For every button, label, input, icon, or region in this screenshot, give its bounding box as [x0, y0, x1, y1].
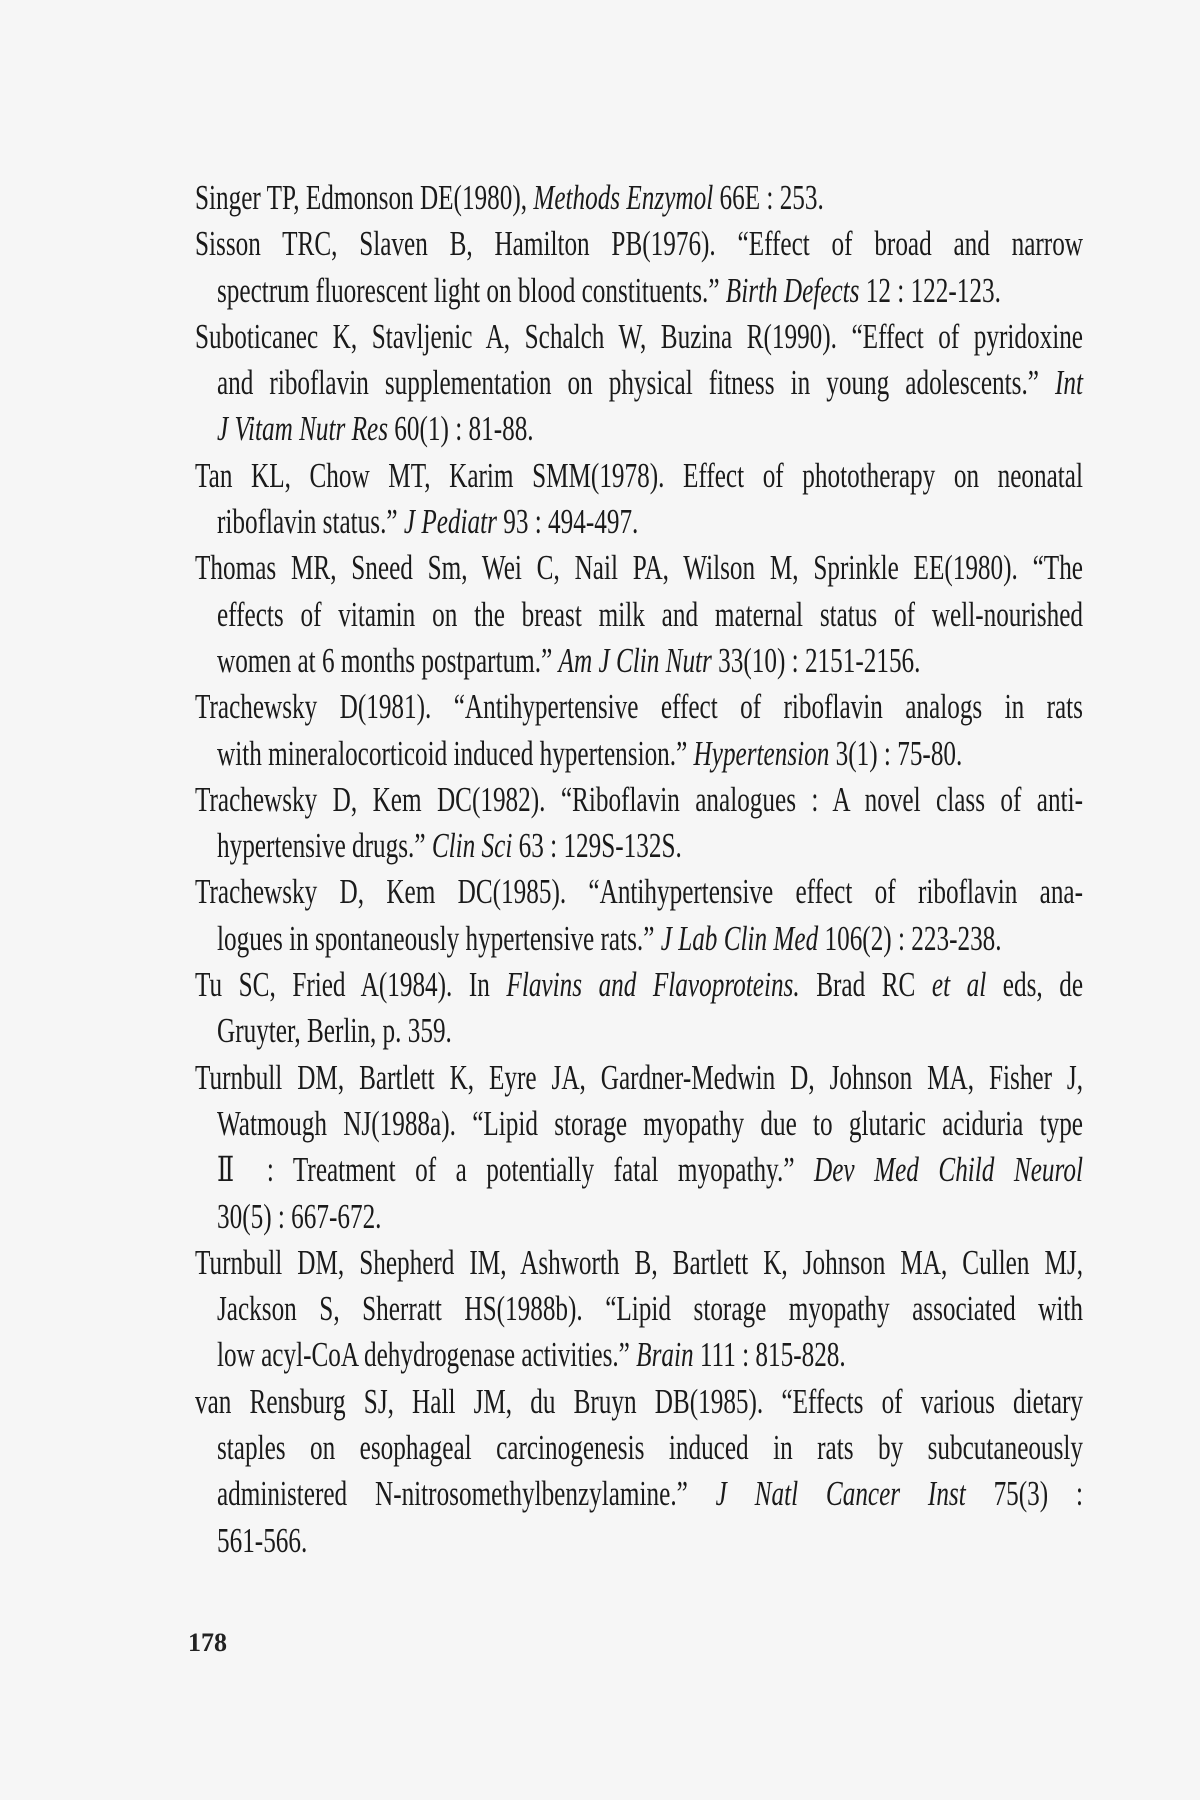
reference-text: women at 6 months postpartum.” — [217, 640, 559, 680]
reference-text: Trachewsky D(1981). “Antihypertensive effect of riboflavin analogs in rats — [195, 687, 1083, 727]
reference-line — [195, 545, 1083, 591]
reference-text: 60(1) : 81-88. — [388, 409, 534, 449]
reference-text: 561-566. — [217, 1520, 308, 1560]
reference-text: effects of vitamin on the breast milk and maternal status of well-nourished — [217, 594, 1083, 634]
reference-text: 33(10) : 2151-2156. — [711, 640, 921, 680]
reference-text: 106(2) : 223-238. — [818, 918, 1002, 958]
reference-entry — [195, 1379, 1083, 1564]
reference-line — [195, 406, 1083, 452]
reference-line — [195, 731, 1083, 777]
reference-line — [195, 1425, 1083, 1471]
reference-text: Tu SC, Fried A(1984). In — [195, 965, 507, 1005]
reference-text: Suboticanec K, Stavljenic A, Schalch W, Buzina R(1990). “Effect of pyridoxine — [195, 316, 1083, 356]
reference-text: 3(1) : 75-80. — [829, 733, 963, 773]
reference-line — [195, 1332, 1083, 1378]
reference-line — [195, 314, 1083, 360]
reference-text: logues in spontaneously hypertensive rats.” — [217, 918, 661, 958]
reference-line — [195, 1101, 1083, 1147]
reference-entry — [195, 221, 1083, 314]
reference-line — [195, 1194, 1083, 1240]
reference-entry — [195, 777, 1083, 870]
reference-text: Thomas MR, Sneed Sm, Wei C, Nail PA, Wilson M, Sprinkle EE(1980). “The — [195, 548, 1083, 588]
reference-line — [195, 1240, 1083, 1286]
reference-text: Turnbull DM, Bartlett K, Eyre JA, Gardner-Medwin D, Johnson MA, Fisher J, — [195, 1057, 1083, 1097]
reference-line — [195, 823, 1083, 869]
reference-line — [195, 916, 1083, 962]
reference-text: Trachewsky D, Kem DC(1982). “Riboflavin analogues : A novel class of anti- — [195, 779, 1083, 819]
reference-list — [195, 175, 1083, 1564]
reference-text: 63 : 129S-132S. — [512, 826, 682, 866]
reference-text: 12 : 122-123. — [859, 270, 1001, 310]
journal-title: Brain — [636, 1335, 694, 1375]
reference-text: Sisson TRC, Slaven B, Hamilton PB(1976). “Effect of broad and narrow — [195, 224, 1083, 264]
reference-text: staples on esophageal carcinogenesis induced in rats by subcutaneously — [217, 1428, 1083, 1468]
reference-entry — [195, 314, 1083, 453]
reference-text: and riboflavin supplementation on physical fitness in young adolescents.” — [217, 363, 1055, 403]
journal-title: J Natl Cancer Inst — [715, 1474, 966, 1514]
journal-title: Int — [1054, 363, 1083, 403]
journal-title: Methods Enzymol — [533, 178, 714, 217]
reference-line — [195, 638, 1083, 684]
reference-line — [195, 221, 1083, 267]
reference-text: hypertensive drugs.” — [217, 826, 432, 866]
journal-title: Birth Defects — [725, 270, 860, 310]
reference-line — [195, 1471, 1083, 1517]
reference-text: with mineralocorticoid induced hypertension.” — [217, 733, 694, 773]
reference-entry — [195, 1055, 1083, 1240]
reference-text: 93 : 494-497. — [496, 502, 639, 542]
reference-entry — [195, 1240, 1083, 1379]
reference-line — [195, 869, 1083, 915]
reference-line — [195, 684, 1083, 730]
reference-line — [195, 1008, 1083, 1054]
journal-title: Hypertension — [693, 733, 830, 773]
journal-title: J Pediatr — [403, 502, 497, 542]
reference-line — [195, 1286, 1083, 1332]
reference-entry — [195, 684, 1083, 777]
journal-title: Am J Clin Nutr — [558, 640, 712, 680]
reference-line — [195, 962, 1083, 1008]
reference-line — [195, 1518, 1083, 1564]
journal-title: Clin Sci — [431, 826, 513, 866]
reference-line — [195, 1379, 1083, 1425]
reference-text: Brad RC — [799, 965, 932, 1005]
reference-line — [195, 1147, 1083, 1193]
reference-entry — [195, 869, 1083, 962]
reference-text: Jackson S, Sherratt HS(1988b). “Lipid storage myopathy associated with — [217, 1289, 1083, 1329]
reference-line — [195, 592, 1083, 638]
reference-text: spectrum fluorescent light on blood constituents.” — [217, 270, 726, 310]
journal-title: Flavins and Flavoproteins. — [506, 965, 800, 1005]
reference-entry — [195, 545, 1083, 684]
reference-text: 30(5) : 667-672. — [217, 1196, 382, 1236]
reference-text: Ⅱ : Treatment of a potentially fatal myopathy.” — [217, 1150, 815, 1190]
journal-title: Dev Med Child Neurol — [814, 1150, 1083, 1190]
reference-text: Gruyter, Berlin, p. 359. — [217, 1011, 452, 1051]
reference-text: Singer TP, Edmonson DE(1980), — [195, 178, 534, 217]
reference-line — [195, 777, 1083, 823]
reference-entry — [195, 453, 1083, 546]
journal-title: J Vitam Nutr Res — [217, 409, 389, 449]
reference-line — [195, 360, 1083, 406]
reference-text: Turnbull DM, Shepherd IM, Ashworth B, Bartlett K, Johnson MA, Cullen MJ, — [195, 1242, 1083, 1282]
reference-text: 75(3) : — [965, 1474, 1083, 1514]
journal-title: et al — [931, 965, 987, 1005]
reference-line — [195, 453, 1083, 499]
reference-text: eds, de — [986, 965, 1084, 1005]
reference-text: riboflavin status.” — [217, 502, 404, 542]
page-number: 178 — [188, 1628, 227, 1657]
reference-entry — [195, 175, 1083, 221]
reference-line — [195, 268, 1083, 314]
reference-line — [195, 499, 1083, 545]
reference-line — [195, 175, 1083, 221]
reference-line — [195, 1055, 1083, 1101]
reference-text: low acyl-CoA dehydrogenase activities.” — [217, 1335, 637, 1375]
reference-text: administered N-nitrosomethylbenzylamine.” — [217, 1474, 716, 1514]
reference-entry — [195, 962, 1083, 1055]
reference-text: Tan KL, Chow MT, Karim SMM(1978). Effect of phototherapy on neonatal — [195, 455, 1083, 495]
reference-text: Watmough NJ(1988a). “Lipid storage myopathy due to glutaric aciduria type — [217, 1103, 1083, 1143]
reference-text: 111 : 815-828. — [693, 1335, 846, 1375]
reference-text: Trachewsky D, Kem DC(1985). “Antihypertensive effect of riboflavin ana- — [195, 872, 1083, 912]
journal-title: J Lab Clin Med — [660, 918, 819, 958]
reference-text: van Rensburg SJ, Hall JM, du Bruyn DB(1985). “Effects of various dietary — [195, 1381, 1083, 1421]
reference-text: 66E : 253. — [713, 178, 824, 217]
